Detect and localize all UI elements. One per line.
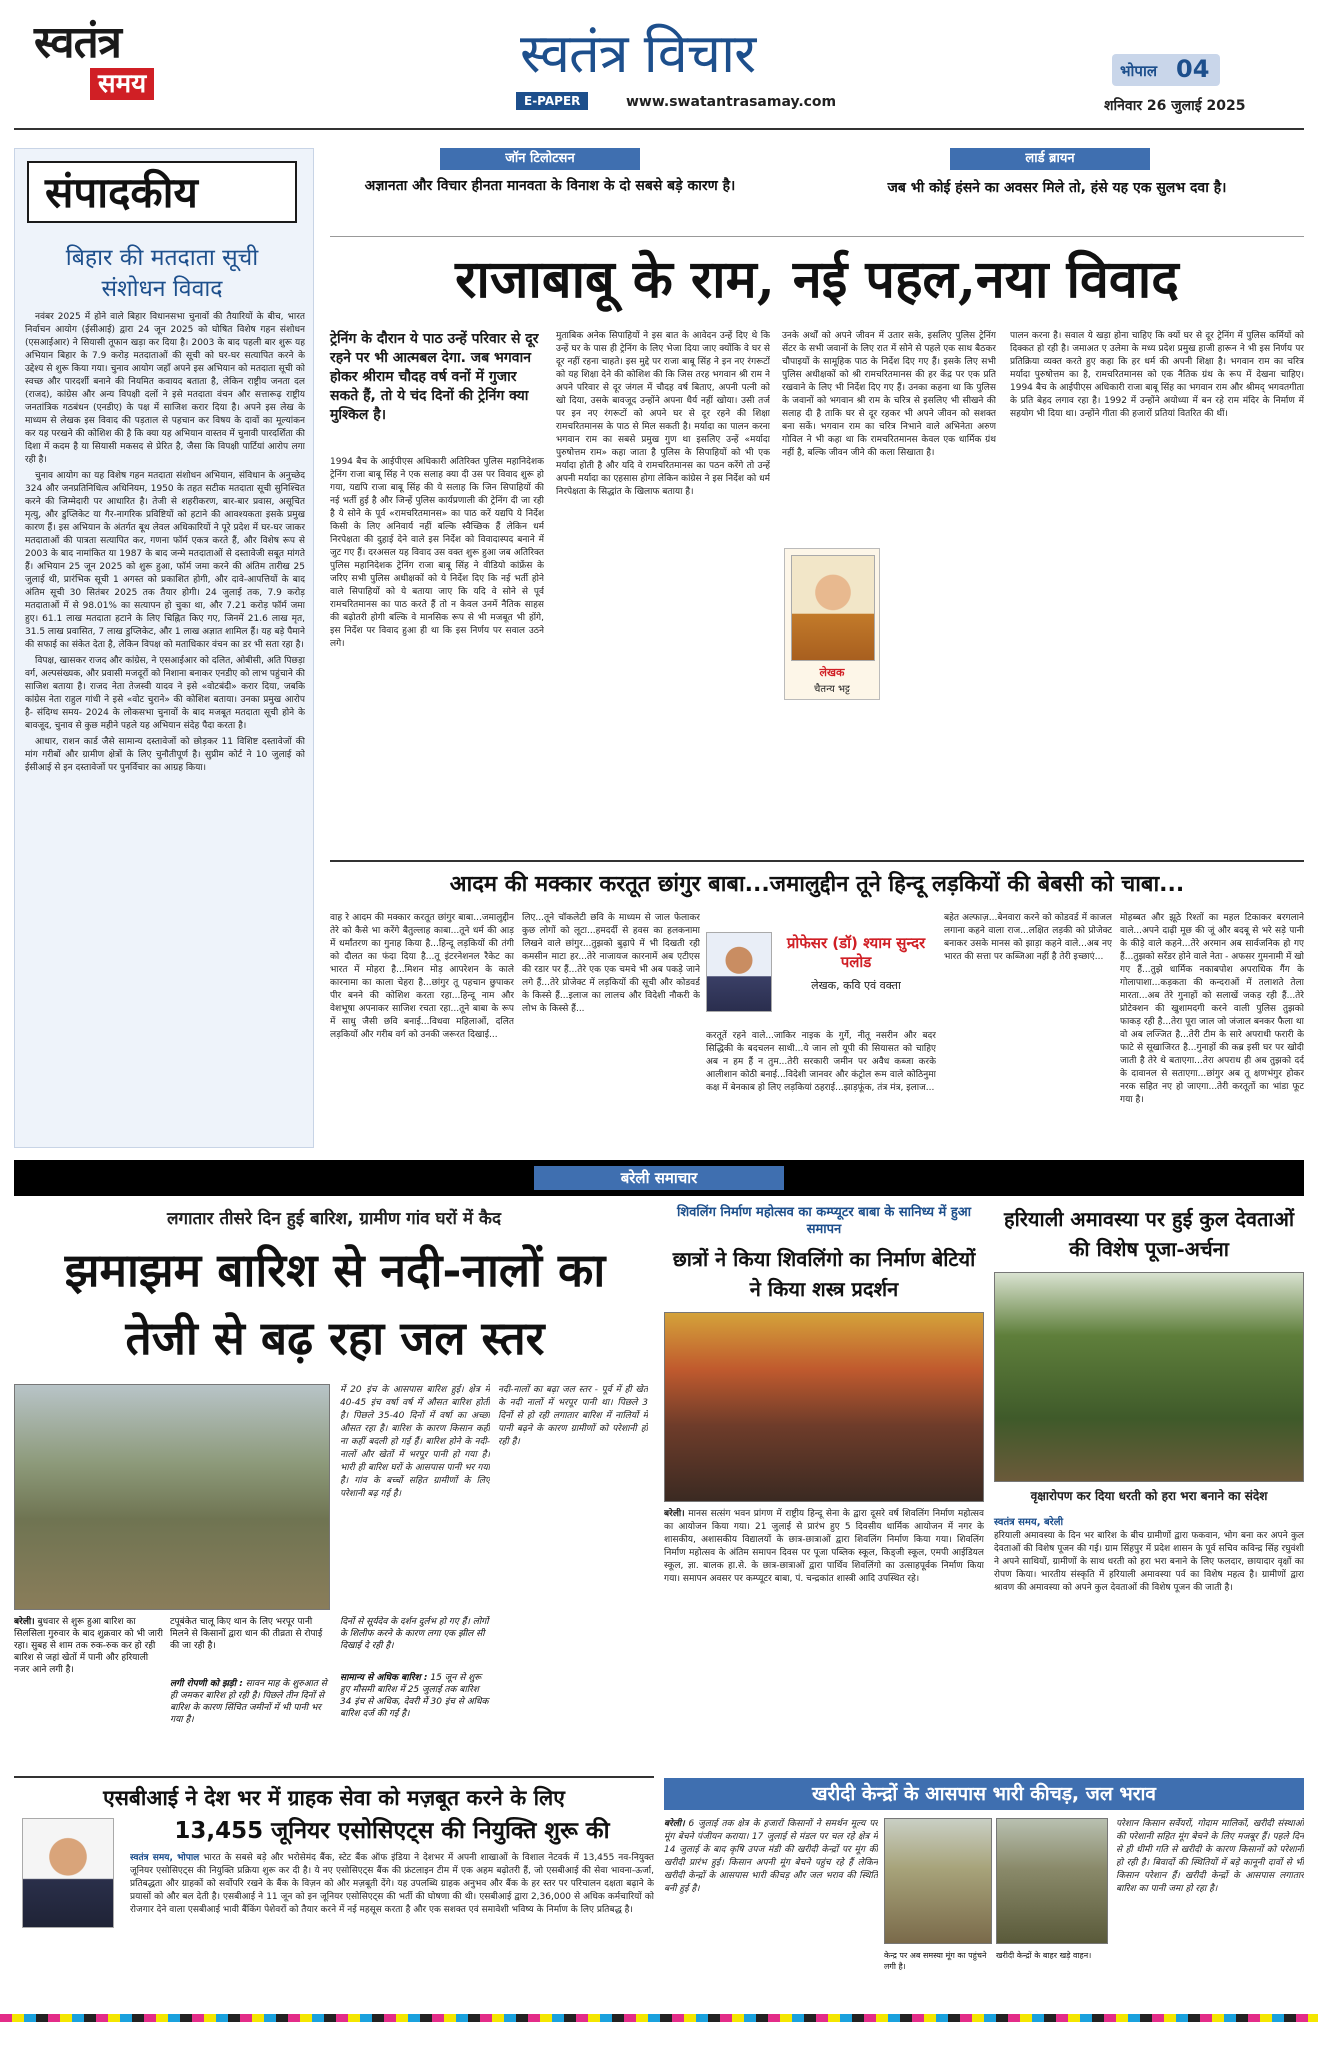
- section-title: स्वतंत्र विचार: [520, 22, 756, 85]
- hariyali-body: हरियाली अमावस्या के दिन भर बारिश के बीच ग्रामीणों द्वारा फकवान, भोग बना कर अपने कुल देवताओं की विशेष पूजन की गई। ग्राम सिंहपुर में प्रदेश शासन के पूर्व सचिव कविन्द्र सिंह रघुवंशी ने अपने साथियों, ग्रामीणों के साथ धरती को हरा भरा बनाने के लिए फलदार, छायादार वृक्षों का रोपण किया। भारतीय संस्कृति में हरियाली अमावस्या पर्व का विशेष महत्व है। ग्रामीणों द्वारा श्रावण की अमावस्या को अपने कुल देवताओं की विशेष पूजन की जाती है।: [994, 1531, 1304, 1593]
- masthead: [0, 0, 1318, 130]
- quote-author-tab: [440, 148, 640, 170]
- issue-date: शनिवार 26 जुलाई 2025: [1104, 98, 1246, 114]
- author-name: चैतन्य भट्ट: [814, 684, 850, 695]
- shivling-headline: छात्रों ने किया शिवलिंगो का निर्माण बेटियों ने किया शस्त्र प्रदर्शन: [672, 1247, 976, 1301]
- editorial-para-2: चुनाव आयोग का यह विशेष गहन मतदाता संशोधन अभियान, संविधान के अनुच्छेद 324 और जनप्रतिनिधित्व अधिनियम, 1950 के तहत सटीक मतदाता सूची सुनिश्चित करने की जिम्मेदारी पर आधारित है। तेजी से शहरीकरण, बार-बार प्रवास, असूचित मृत्यु, और डुप्लिकेट या गैर-नागरिक प्रविष्टियों को हटाने की आवश्यकता इसके प्रमुख कारण हैं। इस अभियान के अंतर्गत बूथ लेवल अधिकारियों ने पूरे प्रदेश में घर-घर जाकर मतदाताओं की पात्रता सत्यापित कर, गणना फॉर्म एकत्र करते हैं, और विशेष रूप से 2003 के बाद नामांकित या 1987 के बाद जन्मे मतदाताओं से दस्तावेजी सबूत मांगते हैं। अभियान 25 जून 2025 को शुरू हुआ, फॉर्म जमा करने की अंतिम तारीख 25 जुलाई थी, प्रारंभिक सूची 1 अगस्त को प्रकाशित होगी, और दावे-आपत्तियों के बाद अंतिम सूची 30 सितंबर 2025 तक तैयार होगी। 24 जुलाई तक, 7.9 करोड़ मतदाताओं में से 98.01% का सत्यापन हो चुका था, और 7.21 करोड़ फॉर्म जमा हुए। 61.1 लाख मतदाता हटाने के लिए चिह्नित किए गए, जिनमें 21.6 लाख मृत, 31.5 लाख प्रवासित, 7 लाख डुप्लिकेट, और 1 लाख अज्ञात शामिल हैं। यह बड़े पैमाने की सफाई का संकेत देता है, लेकिन विपक्ष को मताधिकार वंचन का डर भी सता रहा है।: [25, 471, 305, 650]
- main-col-1: 1994 बैच के आईपीएस अधिकारी अतिरिक्त पुलिस महानिदेशक ट्रेनिंग राजा बाबू सिंह ने एक सलाह क्या दी उस पर विवाद शुरू हो गया, यद्यपि राजा बाबू सिंह की ये सलाह कि जिन सिपाहियों की नई भर्ती हुई है और जिन्हें पुलिस कार्यप्रणाली की ट्रेनिंग दी जा रही है ये सोने के पूर्व «रामचरितमानस» का पाठ करें यद्यपि ये निर्देश किसी के लिए अनिवार्य नहीं बल्कि स्वैच्छिक हैं लेकिन धर्म निरपेक्षता की दुहाई देने वाले इस निर्देश को विवादास्पद बनाने में जुट गए हैं। दरअसल यह विवाद उस वक्त शुरू हुआ जब अतिरिक्त पुलिस महानिदेशक ट्रेनिंग राजा बाबू सिंह ने वीडियो कांफ्रेंस के जरिए सभी पुलिस अधीक्षकों को ये निर्देश दिए कि नई भर्ती होने वाले सिपाहियों को ये बताया जाए कि यदि वे सोने से पूर्व रामचरितमानस का पाठ करते हैं तो न केवल उनमें नैतिक साहस की बढ़ोतरी होगी बल्कि वे मानसिक रूप से भी मजबूत भी होंगे, इस निर्देश पर विवाद हुआ ही था कि इस निर्णय पर सवाल उठने लगे।: [330, 457, 544, 649]
- masthead-divider: [14, 128, 1304, 130]
- hariyali-byline: स्वतंत्र समय, बरेली: [994, 1517, 1064, 1528]
- kharidi-dateline: बरेली।: [664, 1819, 685, 1829]
- opinion-divider: [330, 860, 1304, 862]
- kharidi-headline-bar: [664, 1778, 1304, 1810]
- sbi-portrait: [22, 1818, 114, 1928]
- shivling-photo: [664, 1312, 984, 1502]
- opinion-author-name: प्रोफेसर (डॉ) श्याम सुन्दर पलोड: [786, 934, 926, 971]
- editorial-label-box: [27, 161, 297, 223]
- main-col-3b: [890, 548, 996, 848]
- editorial-label: संपादकीय: [45, 168, 198, 217]
- sbi-headline-2: 13,455 जूनियर एसोसिएट्स की नियुक्ति शुरू की: [174, 1818, 610, 1844]
- logo-top: स्वतंत्र: [34, 17, 121, 68]
- logo: [34, 18, 184, 108]
- rain-sub-2-text: 15 जून से शुरू हुए मौसमी बारिश में 25 जुलाई तक बारिश 34 इंच से अधिक, देवरी में 30 इंच से अधिक बारिश दर्ज की गई है।: [340, 1673, 489, 1719]
- main-intro: ट्रेनिंग के दौरान ये पाठ उन्हें परिवार से दूर रहने पर भी आत्मबल देगा. जब भगवान होकर श्रीराम चौदह वर्ष वनों में गुजार सकते हैं, तो ये चंद दिनों की ट्रेनिंग क्या मुश्किल है।: [330, 331, 539, 423]
- quote-box-1: [330, 148, 780, 230]
- rain-caption-text: बुधवार से शुरू हुआ बारिश का सिलसिला गुरुवार के बाद शुक्रवार को भी जारी रहा। सुबह से शाम तक रुक-रुक कर हो रही बारिश से जहां खेतों में पानी और हरियाली नजर आने लगी है।: [14, 1617, 163, 1675]
- city-label: भोपाल: [1120, 62, 1158, 80]
- rain-kicker: लगातार तीसरे दिन हुई बारिश, ग्रामीण गांव घरों में कैद: [166, 1209, 501, 1229]
- kharidi-headline: खरीदी केन्द्रों के आसपास भारी कीचड़, जल भराव: [812, 1783, 1156, 1805]
- kharidi-text: 6 जुलाई तक क्षेत्र के हजारों किसानों ने समर्थन मूल्य पर मूंग बेचने पंजीयन कराया। 17 जुलाई से मंडल पर चल रहे क्षेत्र में 14 जुलाई के बाद कृषि उपज मंडी की खरीदी केन्द्रों पर मूंग की खरीदी प्रारंभ हुई। किसान अपनी मूंग बेचने पहुंच रहे हैं लेकिन खरीदी केन्द्रों के आसपास भारी कीचड़ और जल भराव की स्थिति बनी हुई है।: [664, 1819, 878, 1894]
- sbi-byline: स्वतंत्र समय, भोपाल: [130, 1853, 200, 1863]
- opinion-col-4: बहेत अल्फाज़...बेनवारा करने को कोडवर्ड में काजल लगाना कहने वाला राज...लक्षित लड़की को प्रोजेक्ट बनाकर उसके मानस को झाड़ा कहने वाले...अब नए भारत की सत्ता पर कब्जिआ नहीं है तेरी इच्छाएं...: [944, 913, 1112, 962]
- opinion-col-3: करतूतें रहने वाले...जाकिर नाइक के गुर्गे, नीतू नसरीन और बदर सिद्धिकी के बदचलन साथी...ये जान लो यूपी की सियासत को चाहिए अब न हम हैं न तुम...तेरी सरकारी जमीन पर अवैध कब्जा करके आलीशान कोठी बनाई...विदेशी जानवर और कंट्रोल रूम वाले कोठिनुमा कक्ष में बेनकाब हो लिए लड़कियां ठहराई...झाड़फूंक, तंत्र मंत्र, इलाज...: [706, 1031, 936, 1093]
- main-col-3: उनके अर्थों को अपने जीवन में उतार सके, इसलिए पुलिस ट्रेनिंग सेंटर के सभी जवानों के लिए रात में सोने से पहले एक साथ बैठकर चौपाइयों के सामूहिक पाठ के निर्देश दिए गए हैं। इसके लिए सभी पुलिस अधीक्षकों को श्री रामचरितमानस की हर केंद्र पर एक प्रति रखवाने के लिए भी निर्देश दिए गए हैं। उनका कहना था कि पुलिस के जवानों को भगवान श्री राम के चरित्र से इसलिए भी सीखने की सलाह दी है ताकि घर से दूर रहकर भी अपने जीवन को सशक्त बना सकें। भगवान राम का चरित्र निभाने वाले अभिनेता अरुण गोविल ने भी कहा था कि रामचरितमानस केवल एक धार्मिक ग्रंथ नहीं है, बल्कि जीवन जीने की कला सिखाता है।: [782, 331, 996, 458]
- editorial-headline: बिहार की मतदाता सूची संशोधन विवाद: [65, 245, 259, 302]
- epaper-label: E-PAPER: [524, 94, 581, 108]
- editorial-para-1: नवंबर 2025 में होने वाले बिहार विधानसभा चुनावों की तैयारियों के बीच, भारत निर्वाचन आयोग (ईसीआई) द्वारा 24 जून 2025 को घोषित विशेष गहन संशोधन (एसआईआर) ने सियासी तूफान खड़ा कर दिया है। 2003 के बाद पहली बार शुरू यह अभियान बिहार के 7.9 करोड़ मतदाताओं की सूची को घर-घर सत्यापित करने के उद्देश्य से शुरू किया गया। चुनाव आयोग जहाँ अपने इस अभियान को मतदाता सूची को स्वच्छ और पारदर्शी बनाने की नियमित कवायद बताता है, लेकिन राष्ट्रीय जनता दल (राजद), कांग्रेस और अन्य विपक्षी दलों ने इसे मतदाता वंचन और सत्तारूढ़ राष्ट्रीय जनतांत्रिक गठबंधन (एनडीए) के पक्ष में साजिश करार दिया है। अपने इस लेख के माध्यम से लेखक इस विवाद की पड़ताल से पहचान कर विषय के दावों का मूल्यांकन कर यह परखने की कोशिश की है कि क्या यह अभियान वास्तव में चुनावी पारदर्शिता की दिशा में कदम है या सियासी मकसद से प्रेरित है, जैसा कि विपक्षी पार्टियां आरोप लगा रही है।: [25, 312, 305, 465]
- rain-caption-dateline: बरेली।: [14, 1617, 35, 1627]
- quote-author-tab-2: [950, 148, 1150, 170]
- sbi-body: [130, 1852, 654, 2002]
- kharidi-caption-1: केन्द्र पर अब समस्या मूंग का पहुंचने लगी है।: [884, 1951, 987, 1971]
- bareilly-banner-tab: [534, 1166, 784, 1190]
- opinion-author-role: लेखक, कवि एवं वक्ता: [811, 979, 901, 992]
- epaper-badge: [516, 92, 588, 110]
- kharidi-photo-1: [884, 1818, 992, 1944]
- kharidi-photo-2: [996, 1818, 1108, 1944]
- opinion-author-portrait: [706, 932, 772, 1012]
- city-tab: [1112, 54, 1220, 86]
- author-portrait: [791, 555, 875, 661]
- rain-sub-1-text: सावन माह के शुरुआत से ही जमकर बारिश हो रही है। पिछले तीन दिनों से बारिश के कारण सिंचित जमीनों में भी पानी भर गया है।: [170, 1679, 327, 1725]
- rain-side-text: में 20 इंच के आसपास बारिश हुई। क्षेत्र में 40-45 इंच वर्षा वर्ष में औसत बारिश होती है। पिछले 35-40 दिनों में वर्षा का अच्छा औसत रहा है। बारिश के कारण किसान कहीं ना कहीं बदली हो गई हैं। बारिश होने के नदी-नालों और खेतों में भरपूर पानी हो गया है। भारी ही बारिश घरों के आसपास पानी भर गया है। गांव के बच्चों सहित ग्रामीणों के लिए परेशानी बढ़ गई है।: [340, 1385, 490, 1499]
- quote-text-2: जब भी कोई हंसने का अवसर मिले तो, हंसे यह एक सुलभ दवा है।: [887, 180, 1227, 196]
- editorial-para-4: आधार, राशन कार्ड जैसे सामान्य दस्तावेजों को छोड़कर 11 विशिष्ट दस्तावेजों की मांग गरीबों और ग्रामीण क्षेत्रों के लिए चुनौतीपूर्ण है। सुप्रीम कोर्ट ने 10 जुलाई को ईसीआई से इन दस्तावेजों पर पुनर्विचार का आग्रह किया।: [25, 737, 305, 773]
- author-label: लेखक: [819, 666, 845, 679]
- bareilly-banner-label: बरेली समाचार: [620, 1169, 698, 1187]
- editorial-body: [25, 311, 305, 1141]
- rain-sub-1: [170, 1678, 330, 1768]
- editorial-column: [14, 148, 314, 1148]
- quote-author-2: लार्ड ब्रायन: [1025, 151, 1075, 166]
- kharidi-body: [664, 1818, 878, 2004]
- main-headline: राजाबाबू के राम, नई पहल,नया विवाद: [455, 249, 1179, 310]
- opinion-headline: आदम की मक्कार करतूत छांगुर बाबा...जमालुद्दीन तूने हिन्दू लड़कियों की बेबसी को चाबा...: [449, 872, 1185, 897]
- shivling-body: [664, 1508, 984, 1768]
- sbi-text: भारत के सबसे बड़े और भरोसेमंद बैंक, स्टेट बैंक ऑफ इंडिया ने देशभर में अपनी शाखाओं के विशाल नेटवर्क में 13,455 नव-नियुक्त जूनियर एसोसिएट्स की नियुक्ति प्रक्रिया शुरू कर दी है। ये नए एसोसिएट्स बैंक की फ्रंटलाइन टीम में एक अहम बढ़ोतरी हैं, जो एसबीआई की सेवा भावना-ऊर्जा, प्रतिबद्धता और ग्राहकों को सर्वोपरि रखने के बैंक के विज़न को और मज़बूती देंगे। यह उपलब्धि ग्राहक अनुभव और बैंक के हर स्तर पर परिचालन दक्षता बढ़ाने के प्रयासों को और बल देती है। एसबीआई ने 11 जून को इन जूनियर एसोसिएट्स की भर्ती की घोषणा की थी। एसबीआई द्वारा 2,36,000 से अधिक कर्मचारियों को रोजगार देने वाला एसबीआई भावी बैंकिंग पेशेवरों को तैयार करने में नई महसूस करता है और एक सशक्त एवं समावेशी भविष्य के निर्माण के लिए प्रतिबद्ध है।: [130, 1853, 654, 1915]
- hariyali-photo: [994, 1272, 1304, 1482]
- quote-box-2: [810, 148, 1304, 230]
- shivling-dateline: बरेली।: [664, 1509, 685, 1519]
- sbi-headline-1: एसबीआई ने देश भर में ग्राहक सेवा को मज़बूत करने के लिए: [103, 1786, 565, 1810]
- logo-bottom: [90, 68, 154, 100]
- main-col-2: मुताबिक अनेक सिपाहियों ने इस बात के आवेदन उन्हें दिए थे कि उन्हें घर के पास ही ट्रेनिंग के लिए भेजा दिया जाए क्योंकि वे घर से दूर नहीं रहना चाहते। इस मुद्दे पर राजा बाबू सिंह ने इन नए रंगरूटों को यह शिक्षा देने की कोशिश की कि जिस तरह भगवान श्री राम ने अपने परिवार से दूर जंगल में चौदह वर्ष बिताए, अपनी पत्नी को खो दिया, उसके बावजूद उन्होंने अपना धैर्य नहीं खोया। उसी तर्ज पर इन नए रंगरूटों को अपने घर से दूर रहने की शिक्षा रामचरितमानस के पाठ से मिल सकती है। मर्यादा का पालन करना भगवान राम का सबसे प्रमुख गुण था इसलिए उन्हें «मर्यादा पुरुषोत्तम राम» कहा जाता है पुलिस के सिपाहियों को भी एक मर्यादा होती है और यदि वे रामचरितमानस का पठन करेंगे तो उन्हें अपनी मर्यादा का एहसास होगा लेकिन कांग्रेस ने इस निर्देश को धर्म निरपेक्षता के सिद्धांत के खिलाफ बताया है।: [556, 331, 770, 497]
- sbi-divider: [14, 1776, 654, 1778]
- opinion-col-5: मोहब्बत और झूठे रिश्तों का महल टिकाकर बरगलाने वाले...अपने दाढ़ी मूछ की जूं और बदबू से भरे सड़े पानी के कीड़े वाले कहने...तेरे अरमान अब सार्वजनिक हो गए हैं...तुझको सरेंडर होने वाले नेता - अफसर गुमनामी में खो गए हैं...तुझे धार्मिक नकाबपोश अपराधिक गैंग के गोलापाशा...कड़कता की कन्दराओं में तलाशते तेला मारता...अब तेरे गुनाहों को सलाखें जकड़ रही हैं...तेरे प्रोटेक्शन की खुशामदगी करने वाली पुलिस तुझको फाकड़ रही है...तेरा पूरा जाल जो जंजाल बनकर फैला था वो अब लज्जित है...तेरी टीम के सारे अपराधी फरारी के फाटे से सूखाजिरत है...गुनाहों की कब्र इसी घर पर खोदी जाती है तेरे थे बताएगा...तेरा अपराध ही अब तुझको दर्द के दावानल से सताएगा...छांगुर अब तू क्षणभंगुर होकर नरक सहित नए हो जाएगा...तेरी करतूतों का भांडा फूट गया है।: [1120, 913, 1304, 1105]
- opinion-author-box: [706, 932, 936, 1016]
- hariyali-headline: हरियाली अमावस्या पर हुई कुल देवताओं की विशेष पूजा-अर्चना: [1003, 1207, 1295, 1261]
- website-link[interactable]: www.swatantrasamay.com: [626, 94, 837, 110]
- editorial-para-3: विपक्ष, खासकर राजद और कांग्रेस, ने एसआईआर को दलित, ओबीसी, अति पिछड़ा वर्ग, अल्पसंख्यक, और प्रवासी मजदूरों को निशाना बनाकर एनडीए को लाभ पहुंचाने की साजिश बताया है। राजद नेता तेजस्वी यादव ने इसे «वोटबंदी» करार दिया, जबकि कांग्रेस नेता राहुल गांधी ने इसे «वोट चुराने» की कोशिश बताया। उनका प्रमुख आरोप है- संदिग्ध समय- 2024 के लोकसभा चुनावों के बाद मजबूत मतदाता सूची होने के बावजूद, चुनाव से कुछ महीने पहले यह अभियान संदेह पैदा करता है।: [25, 656, 305, 731]
- bareilly-banner: [14, 1160, 1304, 1196]
- page-number: 04: [1176, 55, 1210, 83]
- rain-caption-2: टपूबंकेत चालू किए थान के लिए भरपूर पानी मिलने से किसानों द्वारा धान की तीव्रता से रोपाई की जा रही है।: [170, 1617, 323, 1651]
- shivling-kicker: शिवलिंग निर्माण महोत्सव का कम्प्यूटर बाबा के सानिध्य में हुआ समापन: [676, 1205, 972, 1237]
- quote-author-1: जॉन टिलोटसन: [505, 151, 575, 166]
- rain-caption-3: दिनों से सूर्यदेव के दर्शन दुर्लभ हो गए हैं। लोगों के शिलीफ करने के कारण लगा एक झील सी दिखाई दे रही है।: [340, 1617, 489, 1651]
- kharidi-caption-2: खरीदी केन्द्रों के बाहर खड़े वाहन।: [996, 1951, 1092, 1960]
- rain-sub-2: [340, 1672, 490, 1768]
- shivling-text: मानस सत्संग भवन प्रांगण में राष्ट्रीय हिन्दू सेना के द्वारा दूसरे वर्ष शिवलिंग निर्माण महोत्सव का आयोजन किया गया। 21 जुलाई से प्रारंभ हुए 5 दिवसीय धार्मिक आयोजन में नगर के शासकीय, अशासकीय विद्यालयों के छात्र-छात्राओं द्वारा शिवलिंग निर्माण किया गया। शिवलिंग निर्माण महोत्सव के अंतिम समापन दिवस पर पूजा पब्लिक स्कूल, किड्जी स्कूल, एमपी आईडियल स्कूल, ज्ञा. बालक हा.से. के छात्र-छात्राओं द्वारा पार्थिव शिवलिंगो का उत्साहपूर्वक निर्माण किया गया। समापन अवसर पर कम्प्यूटर बाबा, पं. चन्द्रकांत शास्त्री आदि उपस्थित रहे।: [664, 1509, 984, 1584]
- opinion-col-2: लिए...तूने चॉकलेटी छवि के माध्यम से जाल फेलाकर कुछ लोगों को लूटा...हमदर्दी से हवस का हलकनामा लिखने वाले छांगुर...तुझको बुढ़ापे में भी दिखती रही कमसीन माटा हर...तेरे नाजायज कारनामें अब एटीएस की रडार पर हैं...तेरे एक एक चमचे भी अब पकड़े जाने लगे हैं...तेरे प्रोजेक्ट में लड़कियों की सूची और कोडवर्ड के किस्से हैं...इलाज का लालच और विदेशी नौकरी के लोभ के किस्से हैं...: [522, 913, 700, 1014]
- opinion-col-1: वाह रे आदम की मक्कार करतूत छांगुर बाबा...जमालुद्दीन तेरे को कैसे भा करेंगे बैतुल्लाह काबा...तूने धर्म की आड़ में धर्मांतरण का गुनाह किया है...हिन्दू लड़कियों की तंगी को दौलत का फंदा दिया है...तू इंटरनेशनल रैकेट का भारत में मोहरा है...मिशन मोड़ आपरेशन के काले कारनामा का काला चेहरा है...छांगुर तू पहचान छुपाकर पीर बनने की कोशिश करता रहा...हिन्दू नाम और वेशभूषा अपनाकर साजिश रचता रहा...तूने बाबा के रूप में साधु जैसी छवि बनाई...विधवा महिलाओं, दलित लड़कियों और गरीब वर्ग को उनकी जरूरत दिखाई...: [330, 913, 514, 1040]
- kharidi-col-3: परेशान किसान सर्वेयरों, गोदाम मालिकों, खरीदी संस्थाओं की परेशानी सहित मूंग बेचने के लिए मजबूर हैं। पहले दिन से ही धीमी गति से खरीदी के कारण किसानों को परेशानी हो रही है। बिवादों की स्थितियों में बड़े कानूनी दावों से भी किसान परेशान हैं। खरीदी केन्द्रों के आसपास लगातार बारिश का पानी जमा हो रहा है।: [1116, 1819, 1304, 1894]
- rain-photo: [14, 1384, 330, 1610]
- rain-sub-2-title: सामान्य से अधिक बारिश :: [340, 1673, 428, 1683]
- main-col-4: पालन करना है। सवाल ये खड़ा होना चाहिए कि क्यों घर से दूर ट्रेनिंग में पुलिस कर्मियों को दिक्कत हो रही है। जमाअत ए उलेमा के मध्य प्रदेश प्रमुख हाजी हारून ने भी इस निर्णय पर प्रतिक्रिया व्यक्त करते हुए कहा कि हर धर्म की अपनी शिक्षा है। भगवान राम का चरित्र मर्यादा पुरुषोत्तम का है, रामचरितमानस को एक नैतिक ग्रंथ के रूप में देखना चाहिए। 1994 बैच के आईपीएस अधिकारी राजा बाबू सिंह का भगवान राम और श्रीमद् भगवतगीता के प्रति बेहद लगाव रहा है। 1992 में उन्होंने अयोध्या में बन रहे राम मंदिर के निर्माण में सहयोग भी दिया था। उन्होंने गीता की हजारों प्रतियां वितरित की थीं।: [1010, 331, 1304, 419]
- rain-side-text-2: नदी-नालों का बढ़ा जल स्तर - पूर्व में ही खेत के नदी नालों में भरपूर पानी था। पिछले 3 दिनों से हो रही लगातार बारिश में नालियों में पानी बढ़ने के कारण ग्रामीणों को परेशानी हो रही है।: [498, 1385, 648, 1447]
- logo-bottom-text: समय: [98, 69, 147, 99]
- rain-headline: झमाझम बारिश से नदी-नालों का तेजी से बढ़ रहा जल स्तर: [64, 1243, 606, 1365]
- quote-text-1: अज्ञानता और विचार हीनता मानवता के विनाश के दो सबसे बड़े कारण है।: [364, 178, 736, 194]
- bottom-strip: [0, 2014, 1318, 2022]
- rain-sub-1-title: लगी रोपणी को झड़ी :: [170, 1679, 243, 1689]
- quote-divider: [330, 236, 1304, 237]
- hariyali-caption: वृक्षारोपण कर दिया धरती को हरा भरा बनाने का संदेश: [1030, 1489, 1268, 1503]
- rain-caption: [14, 1616, 164, 1708]
- author-photo-box: [784, 548, 880, 700]
